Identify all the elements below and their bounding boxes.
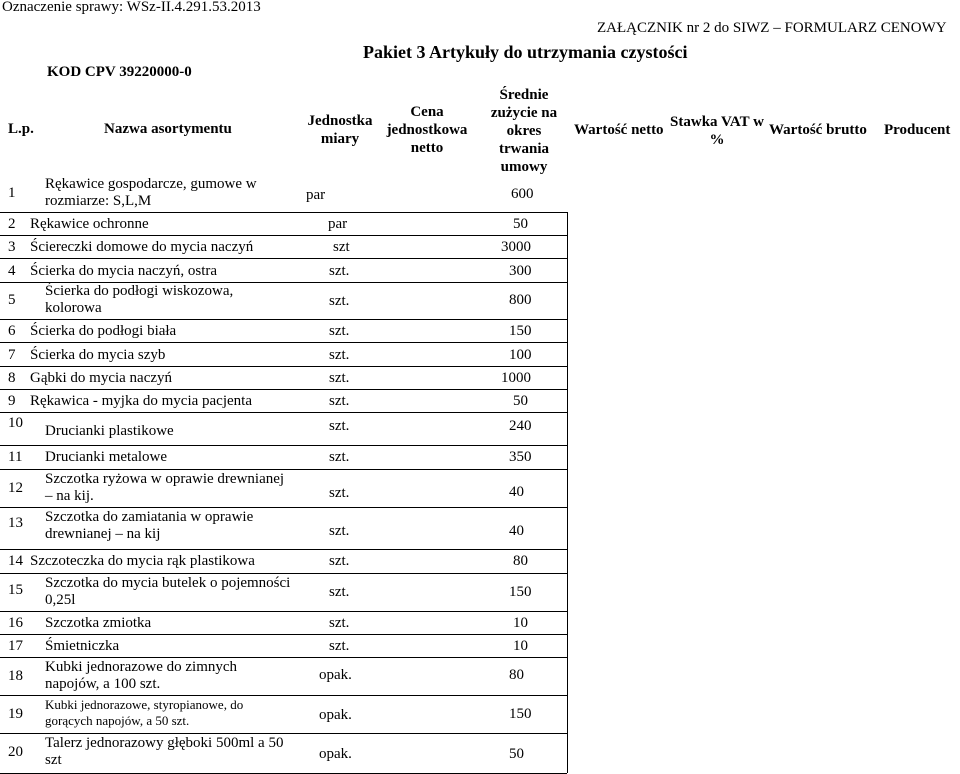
row-item-name: Kubki jednorazowe, styropianowe, do (45, 697, 244, 712)
header-unit-price: Cena jednostkowa netto (386, 104, 468, 156)
row-separator (0, 733, 567, 734)
row-item-name: Szczotka zmiotka (45, 615, 152, 631)
row-separator (0, 611, 567, 612)
row-item-name: Ściereczki domowe do mycia naczyń (30, 239, 254, 255)
row-separator (0, 695, 567, 696)
row-lp: 3 (8, 239, 16, 255)
row-unit: opak. (319, 707, 352, 723)
header-vat: Stawka VAT w % (670, 114, 764, 148)
row-unit: szt. (329, 638, 350, 654)
row-unit: szt. (329, 370, 350, 386)
row-item-name: Rękawica - myjka do mycia pacjenta (30, 393, 252, 409)
row-quantity: 1000 (501, 370, 531, 386)
header-avg-usage: Średnie zużycie na okres trwania umowy (490, 87, 558, 175)
row-quantity: 10 (513, 638, 528, 654)
row-item-name: Ścierka do mycia naczyń, ostra (30, 263, 218, 279)
row-quantity: 600 (511, 186, 534, 202)
row-unit: szt. (329, 347, 350, 363)
row-item-name: Ścierka do mycia szyb (30, 347, 166, 363)
row-quantity: 800 (509, 292, 532, 308)
row-item-name: Ścierka do podłogi biała (30, 323, 177, 339)
attachment-title: ZAŁĄCZNIK nr 2 do SIWZ – FORMULARZ CENOWY (597, 20, 947, 36)
row-separator (0, 657, 567, 658)
row-separator (0, 469, 567, 470)
table-border (567, 212, 568, 773)
row-quantity: 240 (509, 418, 532, 434)
row-separator (0, 319, 567, 320)
row-item-name: – na kij. (45, 488, 94, 504)
row-separator (0, 258, 567, 259)
row-quantity: 150 (509, 706, 532, 722)
row-item-name: Kubki jednorazowe do zimnych (45, 659, 238, 675)
row-lp: 19 (8, 706, 23, 722)
row-separator (0, 235, 567, 236)
row-unit: par (328, 216, 348, 232)
row-separator (0, 445, 567, 446)
row-unit: opak. (319, 746, 352, 762)
header-net-value: Wartość netto (574, 122, 664, 138)
row-item-name: kolorowa (45, 300, 102, 316)
row-unit: szt. (329, 523, 350, 539)
row-item-name: gorących napojów, a 50 szt. (45, 713, 190, 728)
row-quantity: 80 (509, 667, 524, 683)
row-quantity: 50 (513, 216, 528, 232)
row-quantity: 350 (509, 449, 532, 465)
row-item-name: rozmiarze: S,L,M (45, 193, 152, 209)
row-lp: 14 (8, 553, 23, 569)
row-separator (0, 389, 567, 390)
row-item-name: Ścierka do podłogi wiskozowa, (45, 283, 234, 299)
row-lp: 13 (8, 515, 23, 531)
row-unit: szt. (329, 393, 350, 409)
row-quantity: 150 (509, 584, 532, 600)
row-unit: szt. (329, 485, 350, 501)
row-lp: 12 (8, 480, 23, 496)
row-lp: 1 (8, 185, 16, 201)
row-lp: 17 (8, 638, 23, 654)
row-item-name: Drucianki metalowe (45, 449, 168, 465)
row-lp: 4 (8, 263, 16, 279)
row-item-name: Rękawice ochronne (30, 216, 149, 232)
row-lp: 9 (8, 393, 16, 409)
cpv-code: KOD CPV 39220000-0 (47, 64, 192, 80)
row-quantity: 10 (513, 615, 528, 631)
row-separator (0, 212, 567, 213)
row-unit: szt. (329, 553, 350, 569)
row-lp: 18 (8, 668, 23, 684)
row-separator (0, 366, 567, 367)
row-lp: 2 (8, 216, 16, 232)
row-item-name: Gąbki do mycia naczyń (30, 370, 173, 386)
row-quantity: 300 (509, 263, 532, 279)
row-item-name: drewnianej – na kij (45, 526, 161, 542)
package-title: Pakiet 3 Artykuły do utrzymania czystości (363, 42, 688, 62)
row-lp: 11 (8, 449, 23, 465)
row-quantity: 3000 (501, 239, 531, 255)
row-unit: szt. (329, 293, 350, 309)
row-separator (0, 549, 567, 550)
row-item-name: napojów, a 100 szt. (45, 676, 161, 692)
row-quantity: 150 (509, 323, 532, 339)
row-unit: szt. (329, 449, 350, 465)
header-name: Nazwa asortymentu (104, 121, 232, 137)
row-item-name: Drucianki plastikowe (45, 423, 174, 439)
header-lp: L.p. (8, 121, 34, 137)
row-lp: 8 (8, 370, 16, 386)
header-gross-value: Wartość brutto (769, 122, 867, 138)
row-unit: szt. (329, 584, 350, 600)
case-reference: Oznaczenie sprawy: WSz-II.4.291.53.2013 (2, 0, 261, 15)
row-item-name: Szczotka do mycia butelek o pojemności (45, 575, 291, 591)
row-item-name: Talerz jednorazowy głęboki 500ml a 50 (45, 735, 284, 751)
row-quantity: 50 (509, 746, 524, 762)
row-item-name: 0,25l (45, 592, 76, 608)
row-unit: szt. (329, 615, 350, 631)
row-quantity: 40 (509, 484, 524, 500)
row-item-name: Szczoteczka do mycia rąk plastikowa (30, 553, 255, 569)
row-unit: szt. (329, 323, 350, 339)
row-unit: opak. (319, 667, 352, 683)
row-quantity: 40 (509, 523, 524, 539)
row-item-name: Śmietniczka (45, 638, 120, 654)
header-unit: Jednostka miary (307, 113, 373, 147)
row-quantity: 50 (513, 393, 528, 409)
row-item-name: Szczotka ryżowa w oprawie drewnianej (45, 471, 285, 487)
row-separator (0, 634, 567, 635)
row-separator (0, 507, 567, 508)
row-separator (0, 573, 567, 574)
row-item-name: Rękawice gospodarcze, gumowe w (45, 176, 257, 192)
row-lp: 20 (8, 744, 23, 760)
row-lp: 10 (8, 415, 23, 431)
header-producer: Producent (884, 122, 951, 138)
row-lp: 15 (8, 582, 23, 598)
row-separator (0, 342, 567, 343)
row-item-name: szt (45, 752, 62, 768)
row-unit: szt (333, 239, 350, 255)
row-item-name: Szczotka do zamiatania w oprawie (45, 509, 254, 525)
row-quantity: 100 (509, 347, 532, 363)
row-lp: 7 (8, 347, 16, 363)
row-lp: 6 (8, 323, 16, 339)
row-unit: szt. (329, 263, 350, 279)
row-unit: par (306, 187, 326, 203)
row-quantity: 80 (513, 553, 528, 569)
row-lp: 16 (8, 615, 23, 631)
row-unit: szt. (329, 418, 350, 434)
row-lp: 5 (8, 292, 16, 308)
row-separator (0, 412, 567, 413)
